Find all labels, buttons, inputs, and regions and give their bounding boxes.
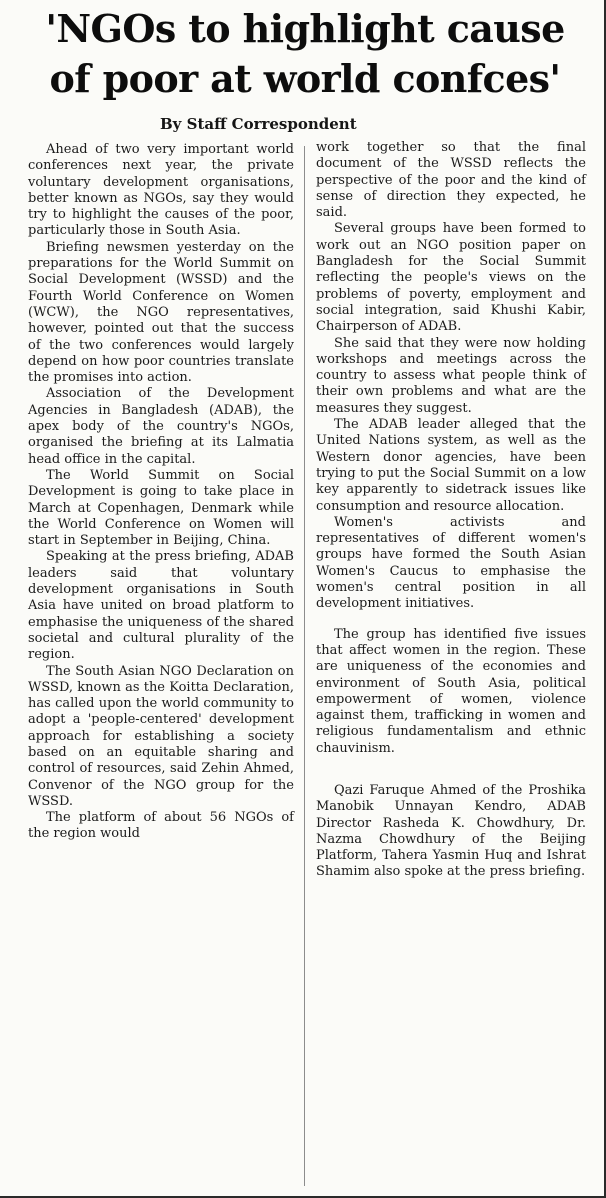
left-column — [28, 142, 294, 843]
paragraph: Ahead of two very important world conferences next year, the private voluntary development organisations, better known as NGOs, say they would try to highlight the causes of the poor, particularly those in South Asia. — [28, 142, 294, 239]
paragraph: Women's activists and representatives of different women's groups have formed the South Asian Women's Caucus to emphasise the women's central position in all development initiatives. — [316, 514, 586, 612]
paragraph: The platform of about 56 NGOs of the region would — [28, 810, 294, 842]
paragraph: The ADAB leader alleged that the United Nations system, as well as the Western donor agencies, have been trying to put the Social Summit on a low key apparently to sidetrack issues like consumption and resource allocation. — [316, 417, 586, 514]
column-divider — [304, 146, 305, 1186]
headline — [10, 4, 600, 104]
headline-line-2: of poor at world confces' — [49, 56, 561, 101]
paragraph: Several groups have been formed to work out an NGO position paper on Bangladesh for the Social Summit reflecting the people's views on the problems of poverty, employment and social integration, said Khushi Kabir, Chairperson of ADAB. — [316, 221, 586, 335]
paragraph: Briefing newsmen yesterday on the preparations for the World Summit on Social Development (WSSD) and the Fourth World Conference on Women (WCW), the NGO representatives, however, pointed out that the success of the two conferences would largely depend on how poor countries translate the promises into action. — [28, 239, 294, 386]
paragraph: The South Asian NGO Declaration on WSSD, known as the Koitta Declaration, has called upon the world community to adopt a 'people-centered' development approach for establishing a society based on an equitable sharing and control of resources, said Zehin Ahmed, Convenor of the NGO group for the WSSD. — [28, 663, 294, 809]
paragraph: Speaking at the press briefing, ADAB leaders said that voluntary development organisations in South Asia have united on broad platform to emphasise the uniqueness of the shared societal and cultural plurality of the region. — [28, 549, 294, 663]
right-column — [316, 140, 586, 881]
paragraph: The group has identified five issues that affect women in the region. These are uniqueness of the economies and environment of South Asia, political empowerment of women, violence against them, trafficking in women and religious fundamentalism and ethnic chauvinism. — [316, 626, 586, 756]
paragraph: Association of the Development Agencies in Bangladesh (ADAB), the apex body of the country's NGOs, organised the briefing at its Lalmatia head office in the capital. — [28, 386, 294, 467]
headline-line-1: 'NGOs to highlight cause — [45, 6, 565, 51]
paragraph: Qazi Faruque Ahmed of the Proshika Manobik Unnayan Kendro, ADAB Director Rasheda K. Chowdhury, Dr. Nazma Chowdhury of the Beijing Platform, Tahera Yasmin Huq and Ishrat Shamim also spoke at the press briefing. — [316, 782, 586, 880]
paragraph: The World Summit on Social Development is going to take place in March at Copenhagen, Denmark while the World Conference on Women will start in September in Beijing, China. — [28, 467, 294, 549]
paragraph: work together so that the final document of the WSSD reflects the perspective of the poor and the kind of sense of direction they expected, he said. — [316, 140, 586, 221]
paragraph: She said that they were now holding workshops and meetings across the country to assess what people think of their own problems and what are the measures they suggest. — [316, 335, 586, 416]
byline: By Staff Correspondent — [160, 115, 357, 133]
